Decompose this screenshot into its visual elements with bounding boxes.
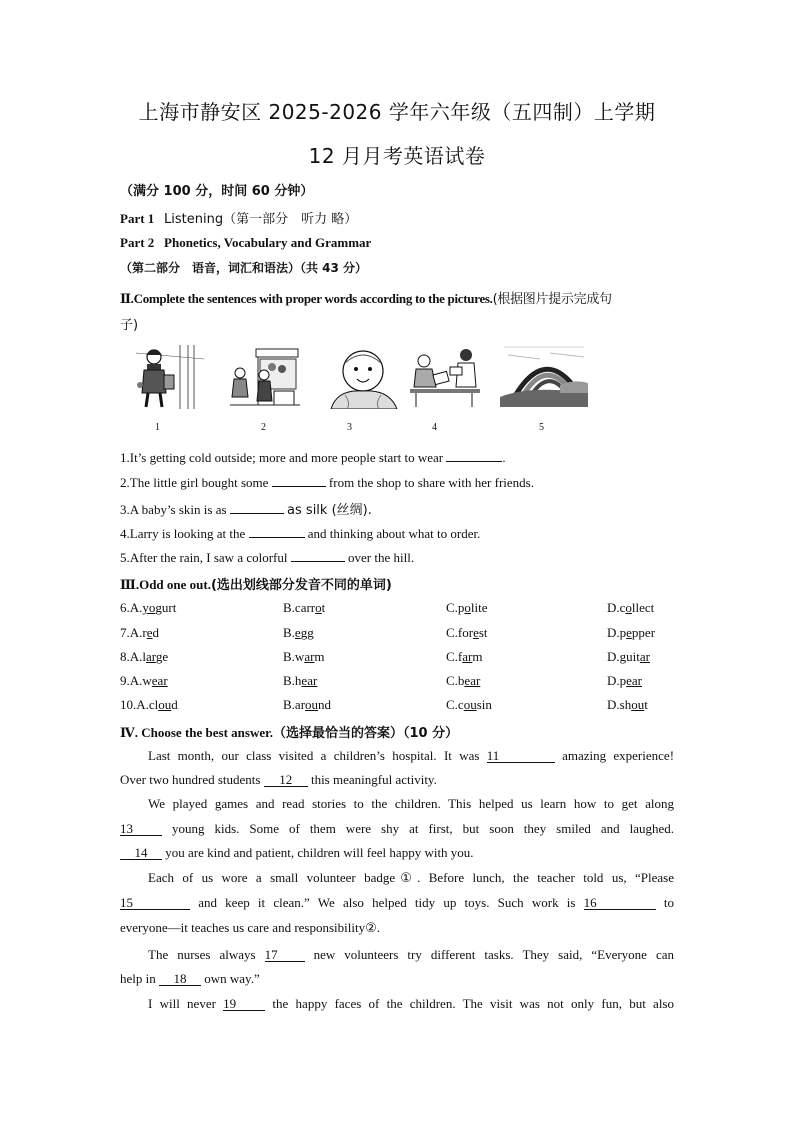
- underlined-letters: yo: [142, 600, 156, 615]
- picture-label-4: 4: [432, 422, 437, 433]
- option-10-A[interactable]: [120, 697, 178, 713]
- section3-heading: Ⅲ.Odd one out.(选出划线部分发音不同的单词): [120, 577, 392, 593]
- option-text: sh: [619, 697, 632, 712]
- option-8-C[interactable]: [446, 649, 483, 665]
- passage-line-10: help in 18 own way.”: [120, 971, 260, 986]
- passage-line-9: The nurses always 17 new volunteers try different tasks. They said, “Everyone can: [148, 947, 675, 962]
- option-6-D[interactable]: [607, 600, 654, 616]
- sentence-4: 4.Larry is looking at the and thinking about what to order.: [120, 526, 481, 541]
- option-text: p: [619, 625, 627, 640]
- option-text: gurt: [155, 600, 177, 615]
- option-text: p: [619, 673, 627, 688]
- option-text: 8.A.: [120, 649, 143, 664]
- picture-label-1: 1: [155, 422, 160, 433]
- option-text: p: [457, 600, 465, 615]
- exam-title-line1: 上海市静安区 2025-2026 学年六年级（五四制）上学期: [138, 100, 656, 124]
- option-7-D[interactable]: [607, 625, 655, 641]
- section2-heading-en: Ⅱ.Complete the sentences with proper words according to the pictures.: [120, 291, 493, 306]
- part2-label: Part 2: [120, 235, 155, 250]
- blank-17[interactable]: 17: [265, 948, 305, 962]
- option-8-D[interactable]: [607, 649, 650, 665]
- sentence-1: 1.It’s getting cold outside; more and more people start to wear .: [120, 450, 506, 465]
- underlined-letters: ear: [151, 673, 168, 688]
- option-9-B[interactable]: [283, 673, 317, 689]
- passage-line-1: Last month, our class visited a children’s hospital. It was 11 amazing experience!: [148, 748, 675, 763]
- option-text: for: [457, 625, 474, 640]
- blank-19[interactable]: 19: [223, 997, 265, 1011]
- section2-heading-cn-wrap: 子): [120, 318, 139, 333]
- answer-blank-1[interactable]: [446, 449, 502, 462]
- blank-15[interactable]: 15: [120, 896, 190, 910]
- option-text: r: [142, 625, 147, 640]
- exam-title-line2: 12 月月考英语试卷: [308, 144, 486, 168]
- blank-18[interactable]: 18: [159, 972, 201, 986]
- part2-heading: [120, 235, 371, 251]
- option-text: w: [142, 673, 152, 688]
- passage-line-3: We played games and read stories to the children. This helped us learn how to get along: [148, 796, 674, 811]
- underlined-letters: e: [146, 625, 153, 640]
- answer-blank-5[interactable]: [291, 549, 345, 562]
- option-text: m: [314, 649, 325, 664]
- answer-blank-2[interactable]: [272, 474, 326, 487]
- passage-line-2: Over two hundred students 12 this meaningful activity.: [120, 772, 437, 787]
- option-text: c: [619, 600, 626, 615]
- option-text: carr: [294, 600, 316, 615]
- option-text: m: [472, 649, 483, 664]
- option-text: C.: [446, 673, 458, 688]
- option-8-B[interactable]: [283, 649, 325, 665]
- sentence-2: 2.The little girl bought some from the shop to share with her friends.: [120, 475, 534, 490]
- option-text: C.: [446, 600, 458, 615]
- option-6-C[interactable]: [446, 600, 488, 616]
- baby-picture: [327, 345, 401, 409]
- option-6-B[interactable]: [283, 600, 325, 616]
- picture-label-5: 5: [539, 422, 544, 433]
- underlined-letters: ar: [462, 649, 473, 664]
- option-text: sin: [476, 697, 492, 712]
- option-text: cl: [148, 697, 159, 712]
- option-text: D.: [607, 600, 620, 615]
- blank-11[interactable]: 11: [487, 749, 555, 763]
- blank-16[interactable]: 16: [584, 896, 656, 910]
- option-text: d: [152, 625, 160, 640]
- option-text: l: [142, 649, 147, 664]
- underlined-letters: ar: [304, 649, 315, 664]
- option-7-C[interactable]: [446, 625, 488, 641]
- girl-shop-picture: [230, 345, 300, 409]
- restaurant-menu-picture: [406, 345, 488, 409]
- passage-line-6: Each of us wore a small volunteer badge①. Before lunch, the teacher told us, “Please: [148, 870, 674, 885]
- option-text: 10.A.: [120, 697, 149, 712]
- option-text: 6.A.: [120, 600, 143, 615]
- underlined-letters: e: [473, 625, 479, 640]
- section4-heading: Ⅳ. Choose the best answer.（选择最恰当的答案）（10 分）: [120, 725, 459, 741]
- underlined-letters: o: [315, 600, 322, 615]
- option-10-B[interactable]: [283, 697, 331, 713]
- part1-heading: [120, 208, 357, 227]
- option-7-B[interactable]: [283, 625, 314, 641]
- underlined-letters: o: [625, 600, 632, 615]
- section2-heading-cn: (根据图片提示完成句: [492, 292, 612, 307]
- option-7-A[interactable]: [120, 625, 159, 641]
- option-text: ge: [155, 649, 169, 664]
- option-text: h: [294, 673, 302, 688]
- underlined-letters: e: [626, 625, 632, 640]
- underlined-letters: ear: [626, 673, 643, 688]
- option-text: B.: [283, 697, 295, 712]
- underlined-letters: ou: [463, 697, 477, 712]
- option-8-A[interactable]: [120, 649, 168, 665]
- option-text: b: [457, 673, 465, 688]
- option-text: lite: [470, 600, 488, 615]
- option-6-A[interactable]: [120, 600, 176, 616]
- underlined-letters: ear: [464, 673, 481, 688]
- picture-strip: [0, 345, 794, 435]
- option-text: pper: [631, 625, 656, 640]
- option-text: nd: [318, 697, 332, 712]
- passage-line-7: 15 and keep it clean.” We also helped tidy up toys. Such work is 16 to: [120, 895, 674, 910]
- blank-13[interactable]: 13: [120, 822, 162, 836]
- option-text: C.: [446, 649, 458, 664]
- underlined-letters: ar: [639, 649, 650, 664]
- girl-scarf-picture: [136, 345, 204, 409]
- option-9-C[interactable]: [446, 673, 480, 689]
- option-text: D.: [607, 649, 620, 664]
- underlined-letters: ou: [158, 697, 172, 712]
- underlined-letters: e: [294, 625, 301, 640]
- option-text: c: [457, 697, 464, 712]
- score-note: （满分 100 分，时间 60 分钟）: [120, 184, 314, 199]
- underlined-letters: ou: [631, 697, 645, 712]
- blank-12[interactable]: 12: [264, 773, 308, 787]
- option-text: B.: [283, 673, 295, 688]
- blank-14[interactable]: 14: [120, 846, 162, 860]
- passage-line-8: everyone—it teaches us care and responsibility②.: [120, 920, 381, 935]
- option-10-C[interactable]: [446, 697, 492, 713]
- option-text: st: [478, 625, 488, 640]
- picture-label-2: 2: [261, 422, 266, 433]
- option-text: w: [294, 649, 305, 664]
- part2-subtitle: （第二部分 语音，词汇和语法）（共 43 分）: [120, 261, 368, 275]
- underlined-letters: ar: [146, 649, 156, 664]
- option-text: guit: [619, 649, 640, 664]
- underlined-letters: o: [464, 600, 471, 615]
- option-text: t: [644, 697, 648, 712]
- option-text: C.: [446, 697, 458, 712]
- part1-label: Part 1: [120, 211, 155, 226]
- option-text: llect: [631, 600, 655, 615]
- option-text: D.: [607, 625, 620, 640]
- answer-blank-3[interactable]: [230, 501, 284, 514]
- option-text: t: [321, 600, 326, 615]
- part2-text: Phonetics, Vocabulary and Grammar: [164, 235, 372, 250]
- option-text: gg: [300, 625, 314, 640]
- underlined-letters: ear: [301, 673, 318, 688]
- underlined-letters: ou: [305, 697, 319, 712]
- option-text: B.: [283, 625, 295, 640]
- option-9-D[interactable]: [607, 673, 642, 689]
- option-text: D.: [607, 697, 620, 712]
- picture-label-3: 3: [347, 422, 352, 433]
- part1-text: Listening（第一部分 听力 略）: [164, 212, 358, 227]
- option-text: D.: [607, 673, 620, 688]
- option-text: C.: [446, 625, 458, 640]
- rainbow-picture: [500, 345, 588, 407]
- passage-line-5: 14 you are kind and patient, children will feel happy with you.: [120, 845, 674, 861]
- option-text: 7.A.: [120, 625, 143, 640]
- option-text: ar: [294, 697, 306, 712]
- answer-blank-4[interactable]: [249, 525, 305, 538]
- passage-line-11: I will never 19 the happy faces of the children. The visit was not only fun, but also: [148, 996, 674, 1011]
- option-9-A[interactable]: [120, 673, 168, 689]
- passage-line-4: 13 young kids. Some of them were shy at first, but soon they smiled and laughed.: [120, 821, 675, 836]
- option-text: 9.A.: [120, 673, 143, 688]
- option-text: f: [457, 649, 463, 664]
- option-text: B.: [283, 600, 295, 615]
- option-text: B.: [283, 649, 295, 664]
- sentence-3: 3.A baby’s skin is as as silk (丝绸).: [120, 502, 372, 518]
- section2-heading: [120, 288, 612, 307]
- option-text: d: [171, 697, 178, 712]
- option-10-D[interactable]: [607, 697, 648, 713]
- sentence-5: 5.After the rain, I saw a colorful over the hill.: [120, 550, 415, 565]
